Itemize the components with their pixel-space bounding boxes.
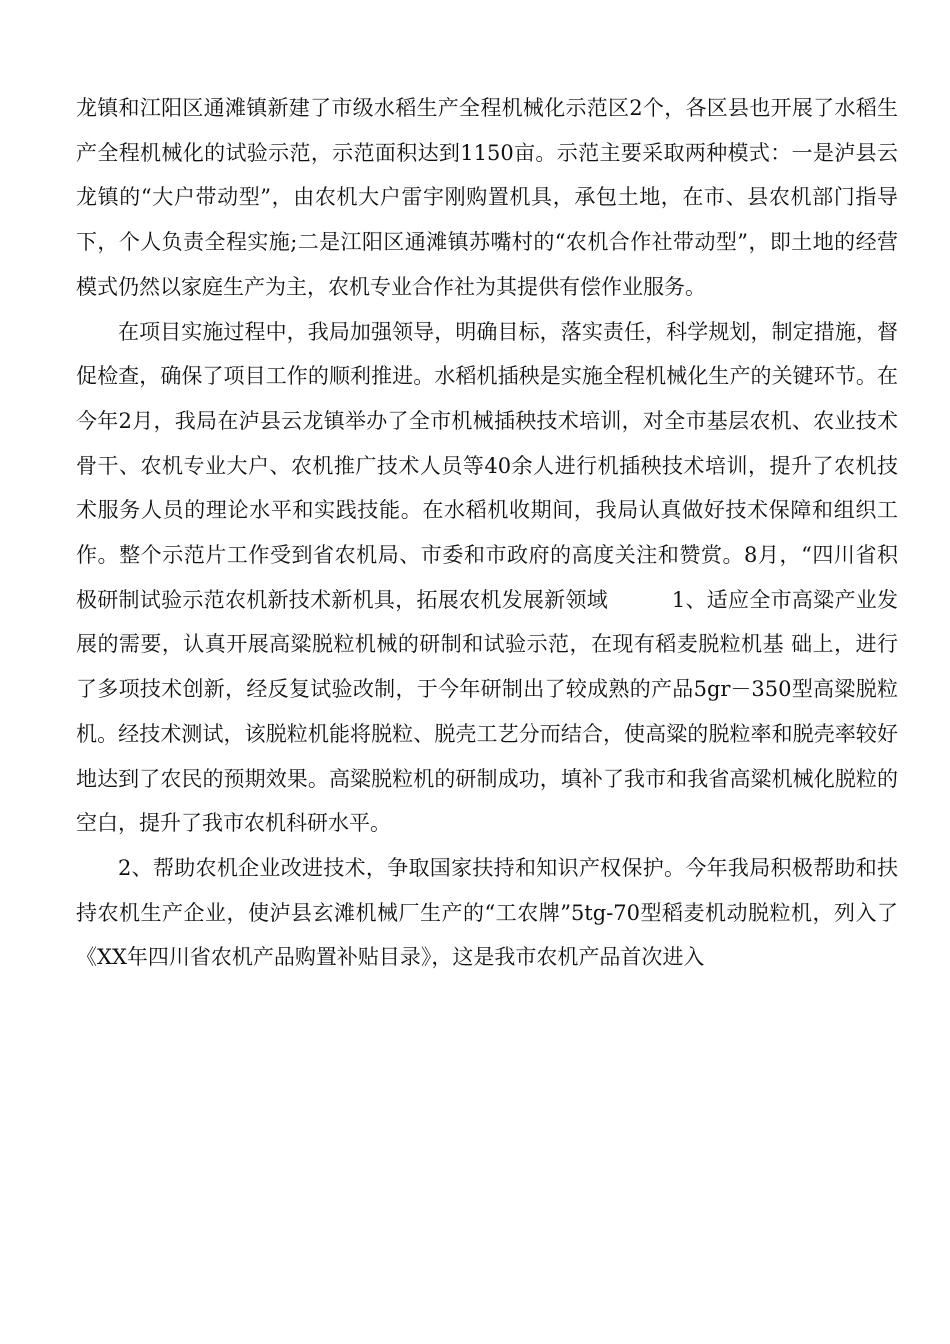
paragraph-project-implementation: 在项目实施过程中，我局加强领导，明确目标，落实责任，科学规划，制定措施，督促检查，确保了项目工作的顺利推进。水稻机插秧是实施全程机械化生产的关键环节。在今年2月，我局在泸县云龙镇举办了全市机械插秧技术培训，对全市基层农机、农业技术骨干、农机专业大户、农机推广技术人员等40余人进行机插秧技术培训，提升了农机技术服务人员的理论水平和实践技能。在水稻机收期间，我局认真做好技术保障和组织工作。整个示范片工作受到省农机局、市委和市政府的高度关注和赞赏。8月，“四川省积极研制试验示范农机新技术新机具，拓展农机发展新领域 1、适应全市高粱产业发展的需要，认真开展高粱脱粒机械的研制和试验示范，在现有稻麦脱粒机基 础上，进行了多项技术创新，经反复试验改制，于今年研制出了较成熟的产品5gr－350型高粱脱粒机。经技术测试，该脱粒机能将脱粒、脱壳工艺分而结合，使高粱的脱粒率和脱壳率较好地达到了农民的预期效果。高粱脱粒机的研制成功，填补了我市和我省高粱机械化脱粒的空白，提升了我市农机科研水平。 <box>76 319 898 836</box>
paragraph-continued: 龙镇和江阳区通滩镇新建了市级水稻生产全程机械化示范区2个，各区县也开展了水稻生产全程机械化的试验示范，示范面积达到1150亩。示范主要采取两种模式：一是泸县云龙镇的“大户带动型”，由农机大户雷宇刚购置机具，承包土地，在市、县农机部门指导下，个人负责全程实施;二是江阳区通滩镇苏嘴村的“农机合作社带动型”，即土地的经营模式仍然以家庭生产为主，农机专业合作社为其提供有偿作业服务。 <box>76 96 898 299</box>
paragraph-enterprise-support: 2、帮助农机企业改进技术，争取国家扶持和知识产权保护。今年我局积极帮助和扶持农机生产企业，使泸县玄滩机械厂生产的“工农牌”5tg-70型稻麦机动脱粒机，列入了《XX年四川省农机产品购置补贴目录》，这是我市农机产品首次进入 <box>76 855 898 970</box>
document-body <box>76 86 898 980</box>
